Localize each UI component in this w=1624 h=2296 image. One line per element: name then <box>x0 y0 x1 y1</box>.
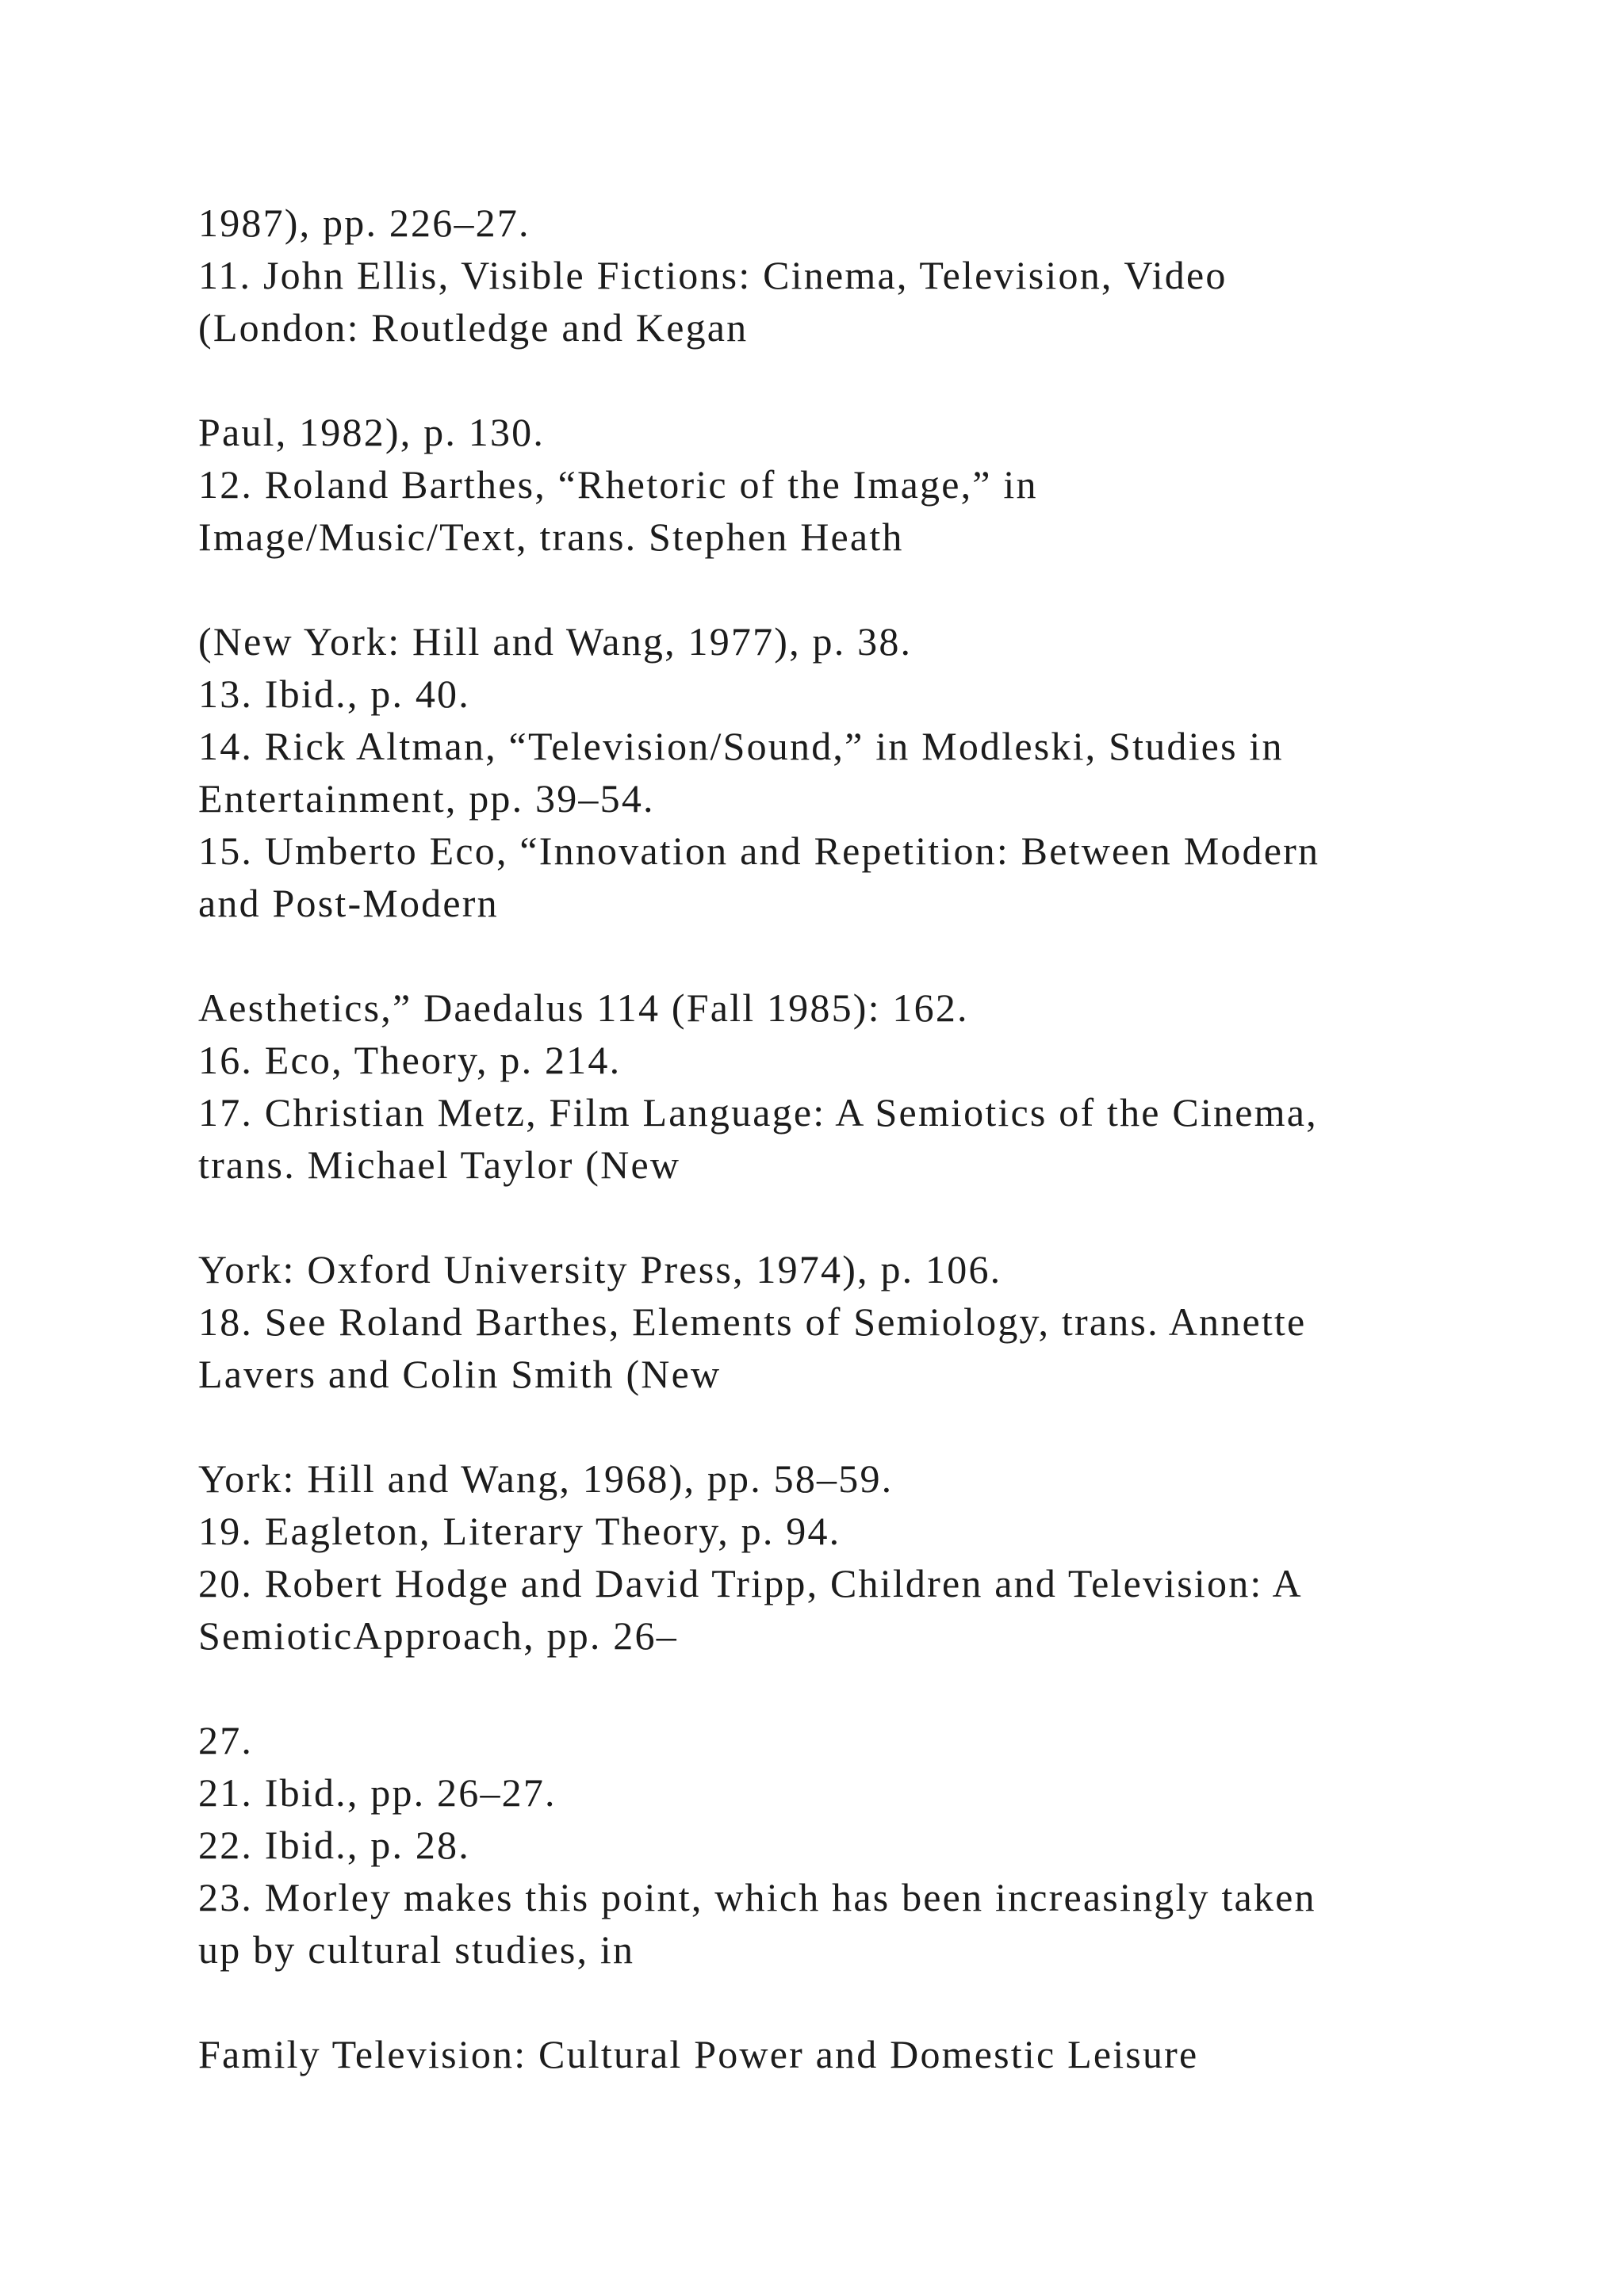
text-line: 20. Robert Hodge and David Tripp, Children and Television: A <box>198 1561 1303 1605</box>
blank-line <box>198 354 1507 406</box>
text-line: Image/Music/Text, trans. Stephen Heath <box>198 515 904 559</box>
blank-line <box>198 1976 1507 2028</box>
text-line: 17. Christian Metz, Film Language: A Semiotics of the Cinema, <box>198 1090 1318 1135</box>
text-line: trans. Michael Taylor (New <box>198 1142 681 1187</box>
text-line: Aesthetics,” Daedalus 114 (Fall 1985): 162. <box>198 985 969 1030</box>
text-line: up by cultural studies, in <box>198 1927 635 1972</box>
blank-line <box>198 929 1507 982</box>
text-line: and Post-Modern <box>198 881 499 925</box>
blank-line <box>198 563 1507 615</box>
blank-line <box>198 1662 1507 1714</box>
text-line: 21. Ibid., pp. 26–27. <box>198 1770 557 1815</box>
text-line: 23. Morley makes this point, which has been increasingly taken <box>198 1875 1316 1919</box>
text-line: Paul, 1982), p. 130. <box>198 410 546 454</box>
text-line: 1987), pp. 226–27. <box>198 201 530 245</box>
text-line: 13. Ibid., p. 40. <box>198 672 470 716</box>
text-line: York: Hill and Wang, 1968), pp. 58–59. <box>198 1456 894 1501</box>
text-line: 18. See Roland Barthes, Elements of Semiology, trans. Annette <box>198 1299 1307 1344</box>
text-line: 27. <box>198 1718 254 1762</box>
text-line: Lavers and Colin Smith (New <box>198 1352 722 1396</box>
text-line: Family Television: Cultural Power and Domestic Leisure <box>198 2032 1199 2076</box>
blank-line <box>198 1400 1507 1452</box>
text-line: Entertainment, pp. 39–54. <box>198 776 655 821</box>
text-line: 11. John Ellis, Visible Fictions: Cinema, Television, Video <box>198 253 1228 297</box>
text-line: 16. Eco, Theory, p. 214. <box>198 1038 622 1082</box>
text-line: (London: Routledge and Kegan <box>198 305 749 350</box>
text-line: 12. Roland Barthes, “Rhetoric of the Image,” in <box>198 462 1038 507</box>
footnotes-text <box>198 197 1507 2080</box>
text-line: York: Oxford University Press, 1974), p. 106. <box>198 1247 1002 1292</box>
text-line: 14. Rick Altman, “Television/Sound,” in Modleski, Studies in <box>198 724 1284 768</box>
text-line: SemioticApproach, pp. 26– <box>198 1613 678 1658</box>
blank-line <box>198 1191 1507 1243</box>
text-line: 19. Eagleton, Literary Theory, p. 94. <box>198 1509 841 1553</box>
text-line: 15. Umberto Eco, “Innovation and Repetition: Between Modern <box>198 828 1320 873</box>
text-line: 22. Ibid., p. 28. <box>198 1823 470 1867</box>
text-line: (New York: Hill and Wang, 1977), p. 38. <box>198 619 913 664</box>
